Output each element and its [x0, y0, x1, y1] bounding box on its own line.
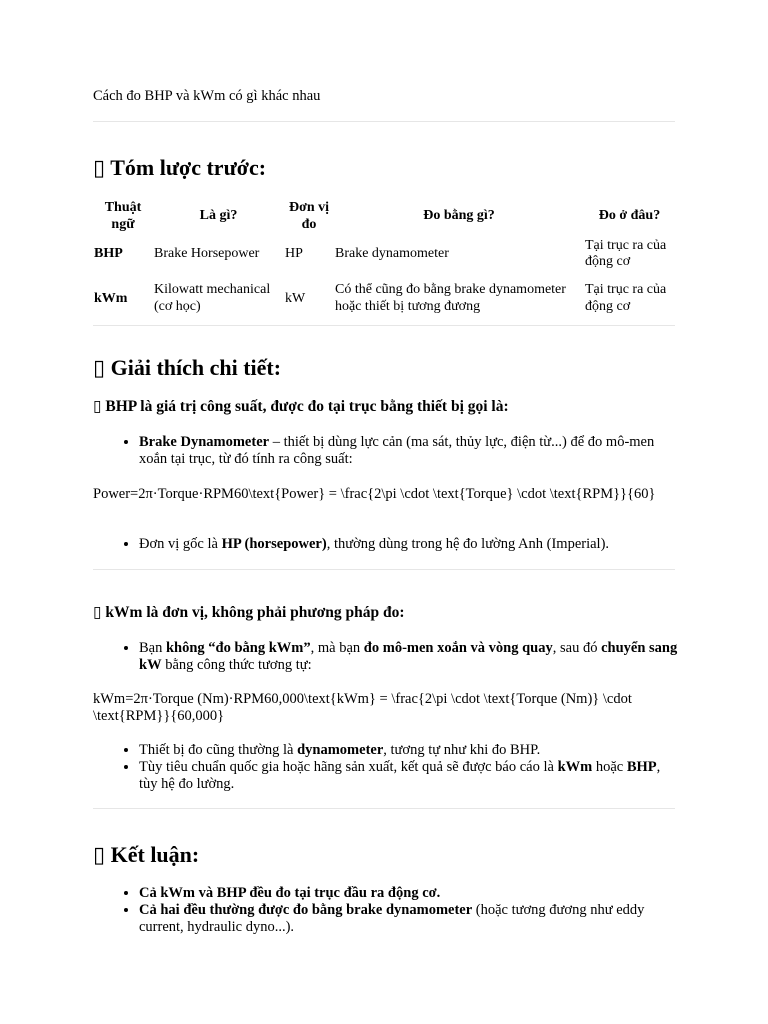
- divider: [93, 569, 675, 570]
- item-text: – thiết bị dùng lực cản (ma sát, thủy lực, điện từ...) để đo mô-men xoắn tại trục, từ đó tính ra công suất:: [139, 434, 655, 467]
- column-header: Đo ở đâu?: [598, 208, 661, 224]
- table-cell: Tại trục ra của động cơ: [585, 237, 667, 270]
- box-glyph-icon: ▯: [93, 355, 106, 380]
- divider: [93, 808, 675, 809]
- list-item: [139, 536, 679, 553]
- box-glyph-icon: ▯: [93, 604, 102, 621]
- column-header: Thuật ngữ: [104, 200, 142, 232]
- item-text: , mà bạn: [310, 640, 364, 656]
- bullet-list: [117, 885, 679, 936]
- subheading-title: BHP là giá trị công suất, được đo tại trục bằng thiết bị gọi là:: [105, 398, 509, 415]
- summary-table: [93, 198, 675, 326]
- table-cell: kWm: [94, 290, 128, 306]
- table-cell: Tại trục ra của động cơ: [585, 282, 667, 314]
- list-item: [139, 759, 679, 793]
- table-cell: Brake Horsepower: [154, 245, 260, 261]
- item-text: hoặc: [592, 759, 627, 775]
- table-cell: kW: [285, 290, 306, 306]
- table-cell: Kilowatt mechanical (cơ học): [154, 282, 271, 314]
- table-cell: Brake dynamometer: [335, 245, 449, 261]
- subheading-title: kWm là đơn vị, không phải phương pháp đo:: [105, 604, 405, 621]
- divider: [93, 121, 675, 122]
- table-row: [93, 236, 675, 274]
- section-title: Kết luận:: [110, 842, 200, 867]
- item-text: Đơn vị gốc là: [139, 536, 222, 552]
- section-heading-summary: [93, 155, 266, 181]
- section-heading-details: [93, 355, 281, 381]
- bullet-list: [117, 536, 679, 553]
- bold-text: chuyển sang kW: [139, 640, 678, 673]
- subheading-kwm: [93, 604, 405, 623]
- box-glyph-icon: ▯: [93, 398, 102, 415]
- formula-bhp: Power=2π·Torque·RPM60\text{Power} = \frac{2\pi \cdot \text{Torque} \cdot \text{RPM}}{60}: [93, 486, 656, 502]
- list-item: [139, 640, 679, 674]
- item-text: , tương tự như khi đo BHP.: [383, 742, 541, 758]
- bold-text: không “đo bằng kWm”: [165, 640, 311, 656]
- section-title: Tóm lược trước:: [110, 155, 267, 180]
- list-item: [139, 434, 679, 468]
- column-header: Là gì?: [199, 208, 238, 224]
- item-text: , sau đó: [552, 640, 602, 656]
- table-row: [93, 273, 675, 325]
- document-title: Cách đo BHP và kWm có gì khác nhau: [93, 88, 321, 104]
- bold-text: Cả hai đều thường được đo bằng brake dynamometer: [139, 902, 473, 918]
- table-header-row: [93, 198, 675, 236]
- table-cell: BHP: [94, 245, 123, 261]
- table-cell: Có thể cũng đo bằng brake dynamometer hoặc thiết bị tương đương: [335, 282, 566, 314]
- bullet-list: [117, 640, 679, 674]
- bold-text: kWm: [557, 759, 593, 775]
- list-item: [139, 742, 679, 759]
- bold-text: Brake Dynamometer: [139, 434, 270, 450]
- item-text: Thiết bị đo cũng thường là: [139, 742, 298, 758]
- bold-text: BHP: [626, 759, 657, 775]
- formula-kwm: kWm=2π·Torque (Nm)·RPM60,000\text{kWm} = \frac{2\pi \cdot \text{Torque (Nm)} \cdot \text{RPM}}{60,000}: [93, 691, 632, 724]
- bold-text: dynamometer: [297, 742, 384, 758]
- item-text: Bạn: [139, 640, 166, 656]
- item-text: Tùy tiêu chuẩn quốc gia hoặc hãng sản xuất, kết quả sẽ được báo cáo là: [139, 759, 558, 775]
- bullet-list: [117, 434, 679, 468]
- table-cell: HP: [285, 245, 303, 261]
- box-glyph-icon: ▯: [93, 155, 106, 180]
- item-text: , tùy hệ đo lường.: [139, 759, 661, 792]
- item-text: , thường dùng trong hệ đo lường Anh (Imperial).: [326, 536, 610, 552]
- bullet-list: [117, 742, 679, 793]
- section-heading-conclusion: [93, 842, 199, 868]
- subheading-bhp: [93, 398, 509, 417]
- list-item: [139, 885, 679, 902]
- bold-text: HP (horsepower): [221, 536, 327, 552]
- bold-text: Cả kWm và BHP đều đo tại trục đầu ra động cơ.: [139, 885, 441, 901]
- box-glyph-icon: ▯: [93, 842, 106, 867]
- column-header: Đơn vị đo: [288, 200, 330, 232]
- section-title: Giải thích chi tiết:: [110, 355, 282, 380]
- column-header: Đo bằng gì?: [423, 208, 495, 224]
- list-item: [139, 902, 679, 936]
- bold-text: đo mô-men xoắn và vòng quay: [363, 640, 553, 656]
- item-text: bằng công thức tương tự:: [161, 657, 312, 673]
- item-text: (hoặc tương đương như eddy current, hydraulic dyno...).: [139, 902, 645, 935]
